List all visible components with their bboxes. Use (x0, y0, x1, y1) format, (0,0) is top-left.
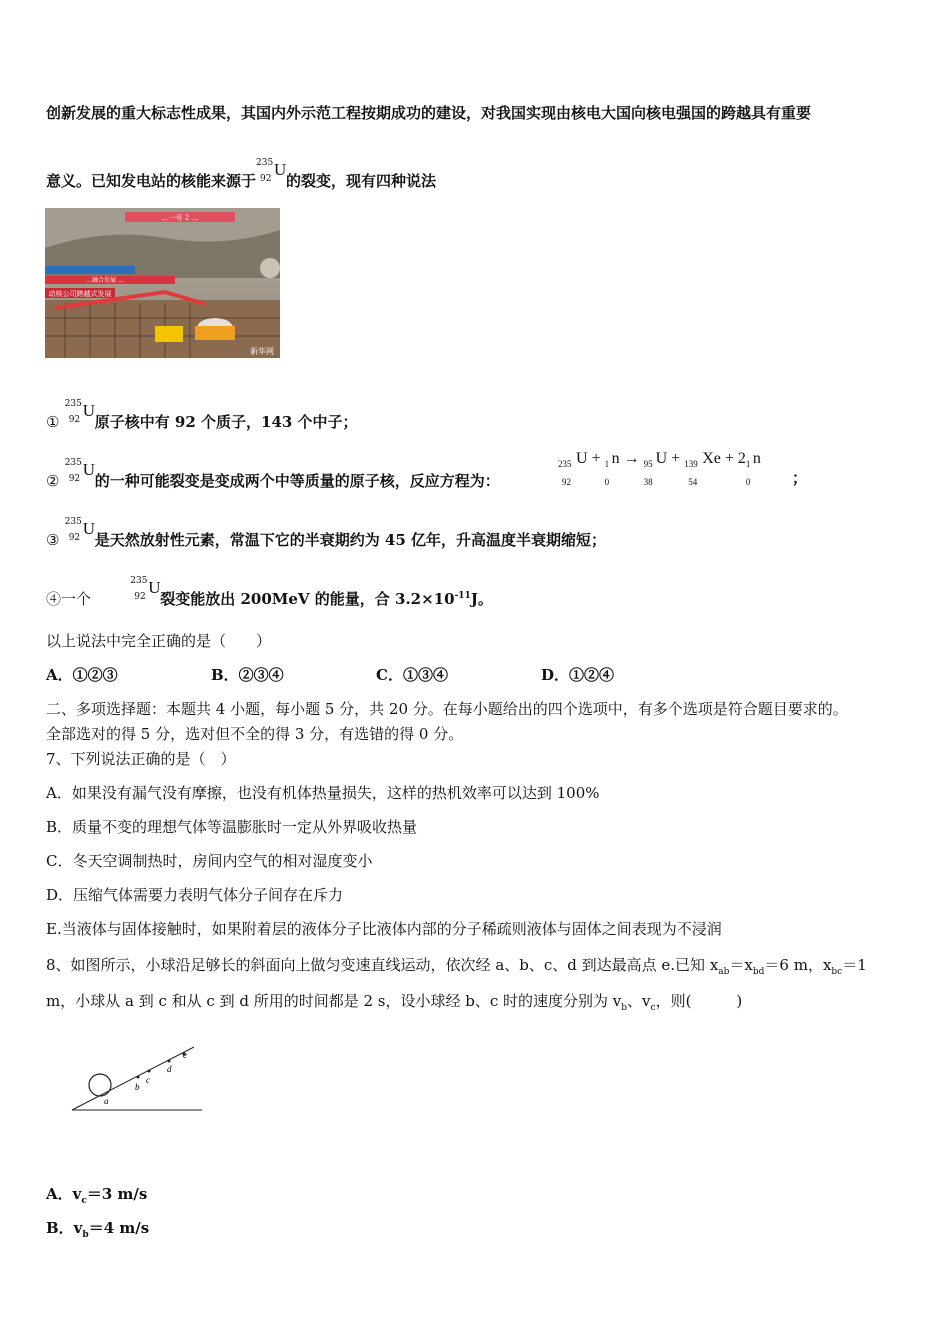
q7-option-e[interactable]: E.当液体与固体接触时，如果附着层的液体分子比液体内部的分子稀疏则液体与固体之间表现为不浸润 (46, 920, 722, 938)
photo-watermark: 新华网 (250, 347, 274, 356)
statement-2-end: ； (792, 469, 808, 487)
point-a-label: a (104, 1096, 109, 1106)
photo-top-banner: …一号 2 … (161, 214, 199, 222)
q8-prompt-line-2: m，小球从 a 到 c 和从 c 到 d 所用的时间都是 2 s，设小球经 b、c 时的速度分别为 $v_b$、$v_c$，则( ) (46, 992, 743, 1013)
point-c-label: c (146, 1075, 150, 1085)
photo-left-banner: 动核公司跨越式发展 (48, 290, 112, 298)
point-b-label: b (135, 1082, 140, 1092)
q7-prompt: 7、下列说法正确的是（ ） (46, 750, 236, 768)
q8-option-a[interactable]: A．$v_c=3$ m/s (46, 1185, 148, 1206)
q6-option-a[interactable]: A．①②③ (46, 666, 118, 684)
q6-option-c[interactable]: C．①③④ (376, 666, 448, 684)
q6-option-b[interactable]: B．②③④ (211, 666, 284, 684)
statement-4: ④一个 235 92 U 裂变能放出 200MeV 的能量，合 $3.2\times 10^{-11}J$。 (46, 576, 493, 608)
q6-option-d[interactable]: D．①②④ (541, 666, 615, 684)
incline-diagram (66, 1035, 216, 1115)
point-d-label: d (167, 1064, 172, 1074)
passage-line-2-start: 意义。已知发电站的核能来源于 (46, 172, 257, 190)
passage-line-2 (46, 158, 437, 191)
section2-instructions-1: 二、多项选择题：本题共 4 小题，每小题 5 分，共 20 分。在每小题给出的四个选项中，有多个选项是符合题目要求的。 (46, 700, 848, 718)
fission-equation: 235 92 U + 1 0 n → 95 38 U + 139 54 Xe + 2 1 0 n (558, 450, 761, 487)
photo-mid-banner: …融合发展 … (86, 277, 124, 284)
construction-site-photo (45, 208, 280, 358)
statement-3: ③ 235 92 U 是天然放射性元素，常温下它的半衰期约为 45 亿年，升高温度半衰期缩短； (46, 517, 607, 549)
q7-option-a[interactable]: A．如果没有漏气没有摩擦，也没有机体热量损失，这样的热机效率可以达到 100% (46, 784, 600, 802)
q7-option-d[interactable]: D．压缩气体需要力表明气体分子间存在斥力 (46, 886, 344, 904)
section2-instructions-2: 全部选对的得 5 分，选对但不全的得 3 分，有选错的得 0 分。 (46, 725, 464, 743)
q7-option-b[interactable]: B．质量不变的理想气体等温膨胀时一定从外界吸收热量 (46, 818, 418, 836)
passage-line-2-end: 的裂变，现有四种说法 (286, 172, 437, 190)
ball-icon (89, 1074, 111, 1096)
point-e-label: e (183, 1050, 187, 1060)
q7-option-c[interactable]: C．冬天空调制热时，房间内空气的相对湿度变小 (46, 852, 373, 870)
q6-prompt: 以上说法中完全正确的是（ ） (46, 632, 272, 650)
passage-line-1: 创新发展的重大标志性成果，其国内外示范工程按期成功的建设，对我国实现由核电大国向核电强国的跨越具有重要 (46, 104, 812, 122)
q8-option-b[interactable]: B．$v_b=4$ m/s (46, 1219, 150, 1240)
statement-1: ① 235 92 U 原子核中有 92 个质子，143 个中子； (46, 399, 358, 431)
statement-2: ② 235 92 U 的一种可能裂变是变成两个中等质量的原子核，反应方程为： (46, 458, 500, 490)
q6-options (46, 664, 706, 685)
nuclide-u235: 235 92 U (256, 158, 287, 184)
q8-prompt-line-1: 8、如图所示，小球沿足够长的斜面向上做匀变速直线运动，依次经 a、b、c、d 到达最高点 e.已知 $x_{ab}=x_{bd}=6$ m，$x_{bc}=1$ (46, 956, 867, 977)
